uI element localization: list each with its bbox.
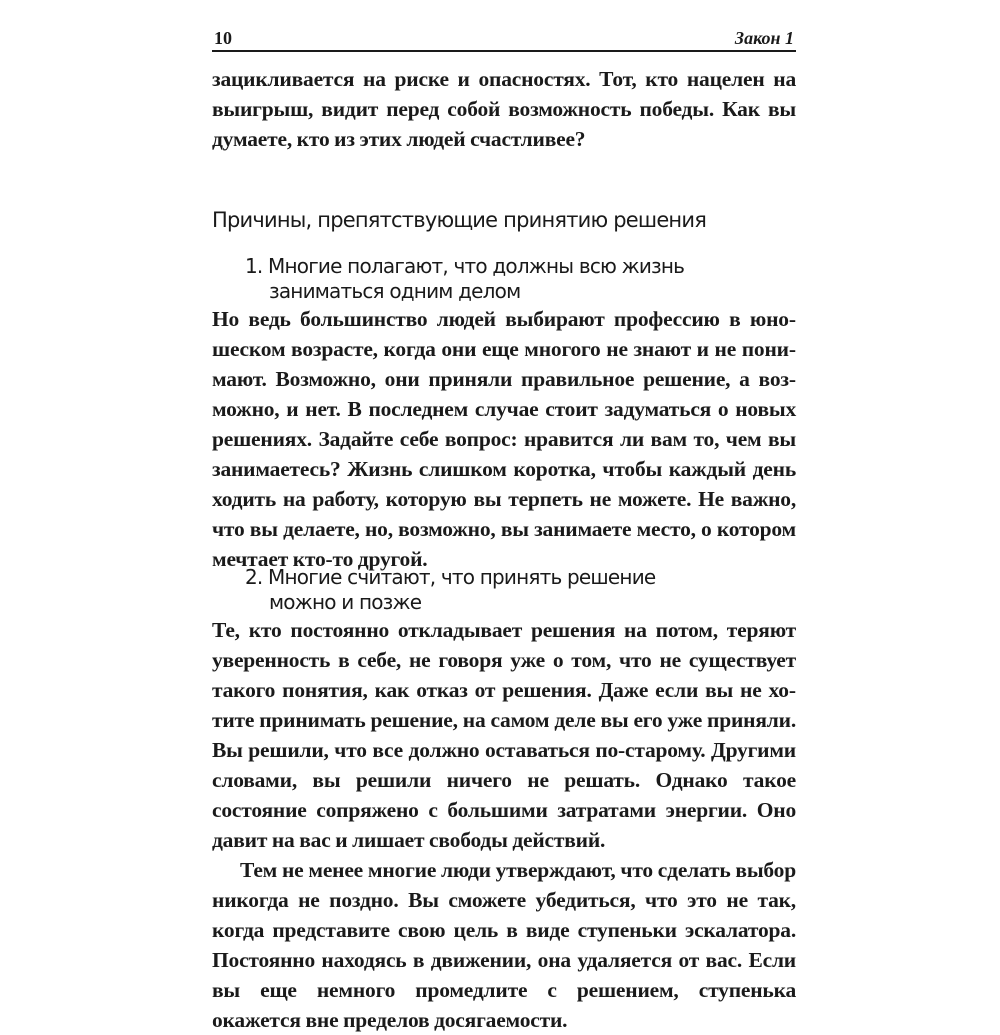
reason-2-paragraph: Те, кто постоянно откладывает решения на потом, теряют уверенность в себе, не говоря уже о том, что не существует такого понятия, как отказ от решения. Даже если вы не хотите принимать решение, на самом деле вы его уже приняли. Вы решили, что все должно оставаться по-старому. Другими словами, вы решили ничего не решать. Однако такое состояние сопряжено с большими затратами энергии. Оно давит на вас и лишает свободы действий. [212, 618, 796, 852]
reason-1-paragraph: Но ведь большинство людей выбирают профессию в юношеском возрасте, когда они еще многого не знают и не понимают. Возможно, они приняли правильное решение, а возможно, и нет. В последнем случае стоит задуматься о новых решениях. Задайте себе вопрос: нравится ли вам то, чем вы занимаетесь? Жизнь слишком коротка, чтобы каждый день ходить на работу, которую вы терпеть не можете. Не важно, что вы делаете, но, возможно, вы занимаете место, о котором мечтает кто-то другой. [212, 307, 796, 571]
reason-2-heading-line2: можно и позже [269, 590, 422, 614]
reason-1-heading [212, 254, 796, 304]
reason-1-heading-line2: заниматься одним делом [269, 279, 521, 303]
reason-1 [212, 254, 796, 574]
chapter-title: Закон 1 [734, 28, 794, 48]
reason-1-heading-line1: 1. Многие полагают, что должны всю жизнь [245, 254, 685, 278]
reason-2-paragraph-continued: Тем не менее многие люди утверждают, что сделать выбор никогда не поздно. Вы сможете убедиться, что это не так, когда представите свою цель в виде ступеньки эскалатора. Постоянно находясь в движении, она удаляется от вас. Если вы еще немного промедлите с решением, ступенька окажется вне пределов досягаемости. [212, 858, 796, 1032]
intro-paragraph: зацикливается на риске и опасностях. Тот, кто нацелен на выигрыш, видит перед собой возможность победы. Как вы думаете, кто из этих людей счастливее? [212, 67, 796, 151]
intro-block [212, 64, 796, 154]
section-heading: Причины, препятствующие принятию решения [212, 208, 707, 232]
reason-2-heading [212, 565, 796, 615]
page-number: 10 [214, 28, 232, 48]
running-head [212, 18, 796, 52]
reason-2 [212, 565, 796, 1035]
book-page [212, 18, 796, 1032]
reason-2-heading-line1: 2. Многие считают, что принять решение [245, 565, 656, 589]
